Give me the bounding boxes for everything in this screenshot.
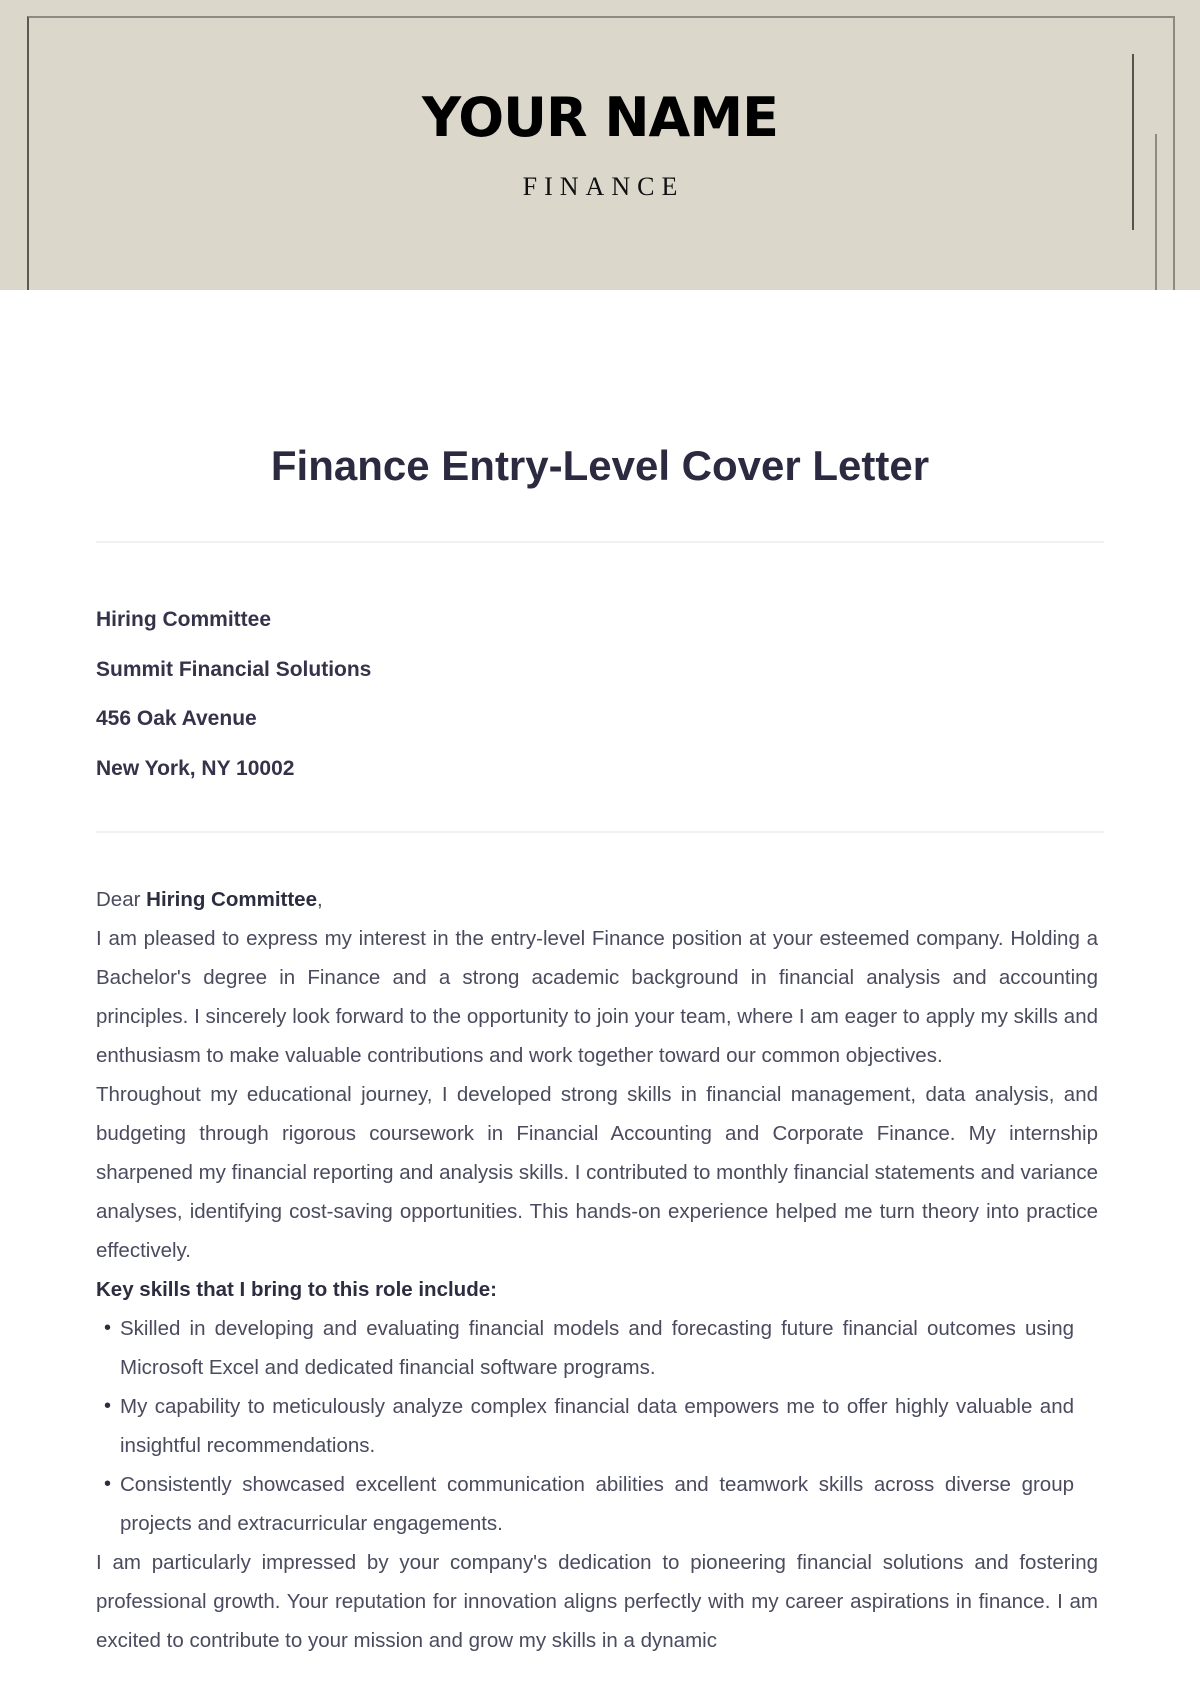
paragraph-intro: I am pleased to express my interest in the entry-level Finance position at your esteemed company. Holding a Bachelor's degree in Finance and a strong academic background in financial analysis and accounting principles. I sincerely look forward to the opportunity to join your team, where I am eager to apply my skills and enthusiasm to make valuable contributions and work together toward our common objectives.	[96, 927, 1098, 1067]
recipient-company: Summit Financial Solutions	[96, 657, 372, 681]
recipient-name: Hiring Committee	[96, 608, 272, 631]
paragraph-closing: I am particularly impressed by your company's dedication to pioneering financial solutions and fostering professional growth. Your reputation for innovation aligns perfectly with my career aspirations in finance. I am excited to contribute to your mission and grow my skills in a dynamic	[96, 1551, 1098, 1652]
list-item	[104, 1465, 1074, 1543]
recipient-city: New York, NY 10002	[96, 756, 295, 780]
recipient-street: 456 Oak Avenue	[96, 707, 257, 730]
salutation-name: Hiring Committee	[146, 888, 317, 911]
skill-text: Consistently showcased excellent communication abilities and teamwork skills across diverse group projects and extracurricular engagements.	[120, 1473, 1074, 1535]
list-item	[104, 1309, 1074, 1387]
paragraph-experience: Throughout my educational journey, I developed strong skills in financial management, data analysis, and budgeting through rigorous coursework in Financial Accounting and Corporate Finance. My internship sharpened my financial reporting and analysis skills. I contributed to monthly financial statements and variance analyses, identifying cost-saving opportunities. This hands-on experience helped me turn theory into practice effectively.	[96, 1083, 1098, 1262]
header-band	[0, 0, 1200, 290]
skills-heading: Key skills that I bring to this role include:	[96, 1278, 497, 1301]
divider	[96, 541, 1104, 543]
page-title: Finance Entry-Level Cover Letter	[270, 442, 930, 489]
salutation	[96, 880, 1098, 919]
list-item	[104, 1387, 1074, 1465]
decorative-vertical-line	[1155, 134, 1157, 290]
salutation-suffix: ,	[317, 888, 323, 911]
salutation-prefix: Dear	[96, 888, 147, 911]
skills-list	[96, 1309, 1098, 1543]
bullet-icon: •	[104, 1395, 112, 1417]
field-subtitle: FINANCE	[522, 172, 685, 201]
bullet-icon: •	[104, 1317, 112, 1339]
skill-text: My capability to meticulously analyze complex financial data empowers me to offer highly valuable and insightful recommendations.	[120, 1395, 1074, 1457]
applicant-name: YOUR NAME	[422, 86, 778, 149]
recipient-address	[96, 596, 796, 794]
skill-text: Skilled in developing and evaluating financial models and forecasting future financial outcomes using Microsoft Excel and dedicated financial software programs.	[120, 1317, 1074, 1379]
divider	[96, 831, 1104, 833]
bullet-icon: •	[104, 1473, 112, 1495]
letter-body	[96, 880, 1098, 1660]
